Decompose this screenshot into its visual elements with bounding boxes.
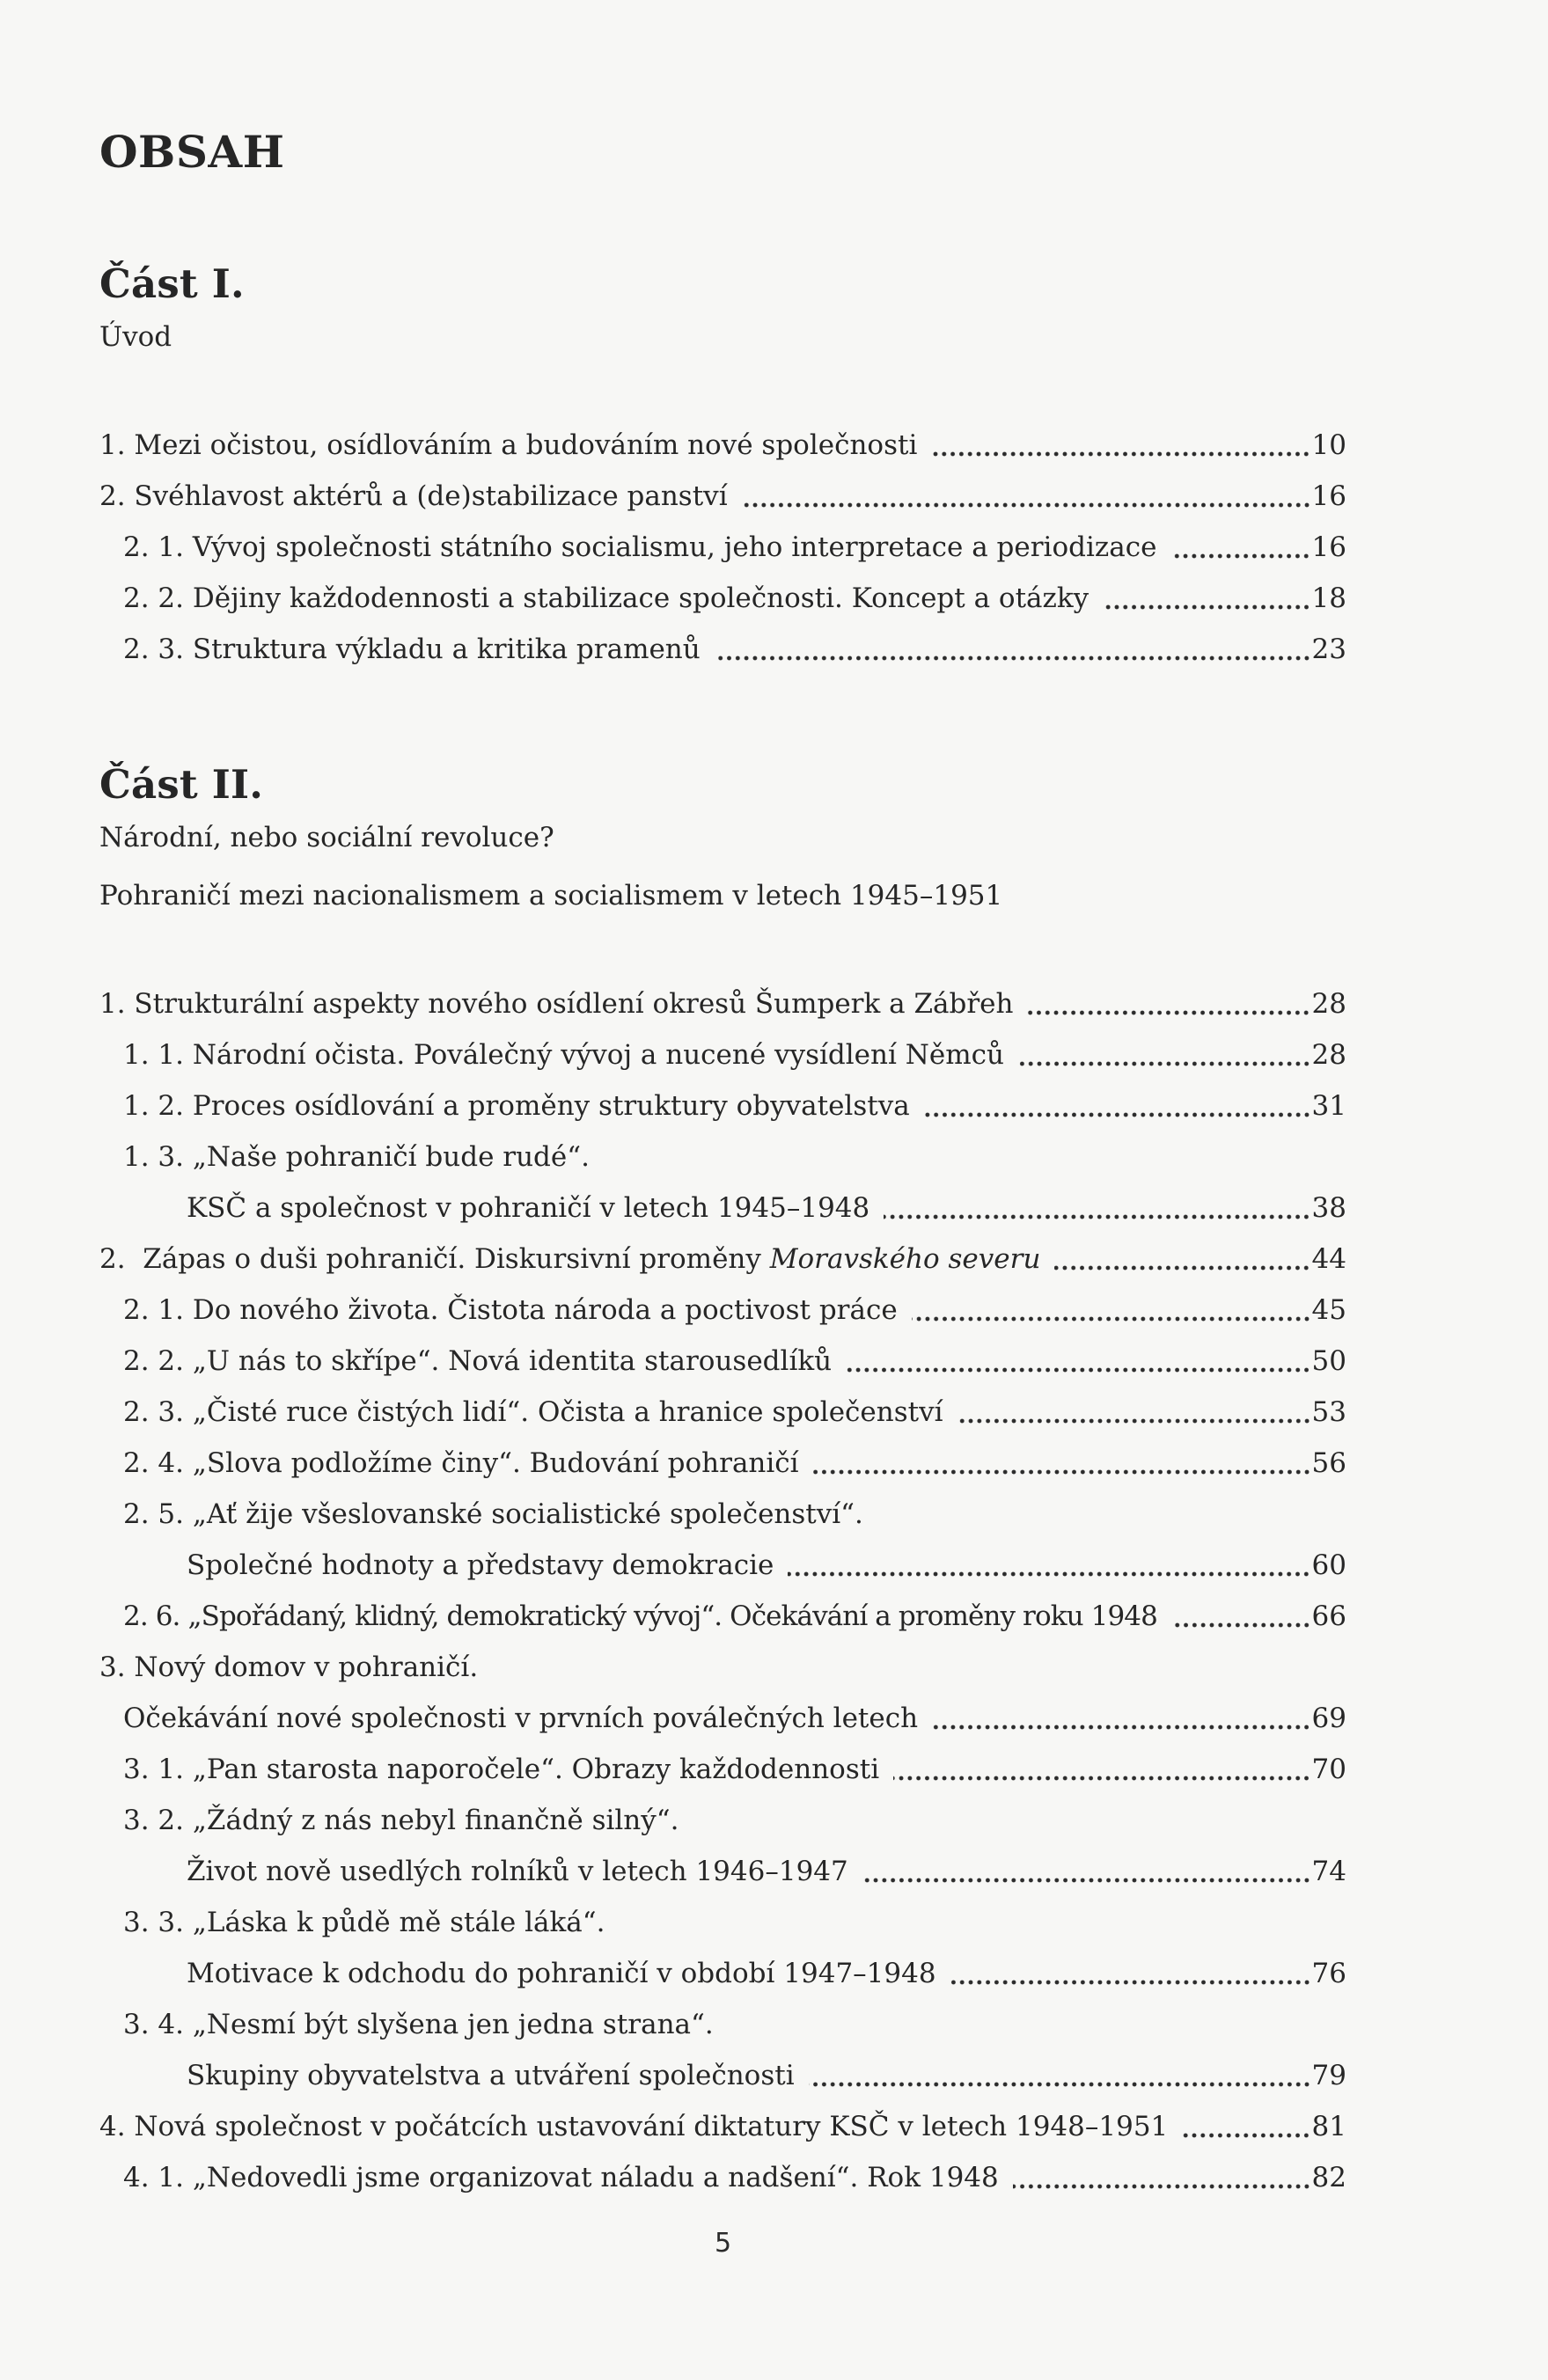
dot-leader [924, 1112, 1311, 1117]
toc-entry [99, 2101, 1346, 2152]
dot-leader [912, 1316, 1311, 1322]
toc-entry-page-number: 82 [1311, 2162, 1346, 2193]
toc-entry [99, 1693, 1346, 1744]
toc-entry [99, 1489, 1346, 1540]
toc-entry [99, 522, 1346, 573]
toc-entry [99, 1029, 1346, 1080]
toc-entry [99, 1336, 1346, 1387]
toc-entry [99, 2050, 1346, 2101]
toc-entry-text: 2. 4. „Slova podložíme činy“. Budování pohraničí [123, 1447, 799, 1479]
dot-leader [1027, 1010, 1310, 1015]
toc-entry-text: 1. Strukturální aspekty nového osídlení okresů Šumperk a Zábřeh [99, 988, 1014, 1020]
toc-entry [99, 1438, 1346, 1489]
toc-entry [99, 1387, 1346, 1438]
toc-entry-page-number: 28 [1311, 988, 1346, 1020]
section-subheading: Pohraničí mezi nacionalismem a socialismem v letech 1945–1951 [99, 880, 1003, 912]
toc-entry [99, 1183, 1346, 1234]
dot-leader [1182, 2133, 1310, 2138]
toc-entry [99, 624, 1346, 675]
dot-leader [1054, 1265, 1310, 1271]
toc-entry-page-number: 44 [1311, 1243, 1346, 1275]
toc-entry [99, 1897, 1346, 1948]
dot-leader [884, 1214, 1310, 1219]
toc-entry-page-number: 31 [1311, 1090, 1346, 1122]
toc-content [99, 0, 1346, 2203]
toc-entry-text: 2. 1. Do nového života. Čistota národa a poctivost práce [123, 1294, 898, 1326]
toc-entry [99, 1948, 1346, 1999]
dot-leader [813, 1469, 1311, 1475]
toc-entry-text: 2. 3. Struktura výkladu a kritika pramenů [123, 633, 701, 665]
dot-leader [742, 502, 1311, 508]
dot-leader [809, 2082, 1311, 2087]
toc-entry-text-italic: Moravského severu [769, 1243, 1041, 1275]
toc-entry-text: 4. 1. „Nedovedli jsme organizovat náladu a nadšení“. Rok 1948 [123, 2162, 999, 2193]
toc-entry-text: 1. Mezi očistou, osídlováním a budováním nové společnosti [99, 429, 918, 461]
toc-entry-text: KSČ a společnost v pohraničí v letech 1945–1948 [187, 1192, 870, 1224]
toc-entry-text: 2. 1. Vývoj společnosti státního socialismu, jeho interpretace a periodizace [123, 531, 1157, 563]
dot-leader [1171, 1622, 1311, 1628]
toc-entry-text: 2. 2. Dějiny každodennosti a stabilizace společnosti. Koncept a otázky [123, 582, 1089, 614]
dot-leader [1103, 604, 1310, 610]
toc-entry-text: 3. 4. „Nesmí být slyšena jen jedna strana“. [123, 2009, 714, 2040]
toc-entry-text: 2. Svéhlavost aktérů a (de)stabilizace panství [99, 480, 728, 512]
toc-entry [99, 471, 1346, 522]
section-heading: Část II. [99, 761, 264, 808]
toc-entry-page-number: 18 [1311, 582, 1346, 614]
page-title: OBSAH [99, 126, 285, 178]
toc-entry-text: Motivace k odchodu do pohraničí v období 1947–1948 [187, 1958, 936, 1989]
toc-section-1 [99, 260, 1346, 675]
toc-entry-page-number: 16 [1311, 480, 1346, 512]
dot-leader [957, 1418, 1311, 1424]
toc-entry-text: 2. Zápas o duši pohraničí. Diskursivní proměny Moravského severu [99, 1243, 1041, 1275]
dot-leader [950, 1980, 1311, 1985]
toc-entry-page-number: 69 [1311, 1703, 1346, 1734]
toc-entry-page-number: 38 [1311, 1192, 1346, 1224]
section-subheading: Úvod [99, 321, 172, 353]
toc-entry [99, 1131, 1346, 1183]
dot-leader [931, 451, 1310, 457]
toc-entry [99, 1846, 1346, 1897]
toc-entry-page-number: 56 [1311, 1447, 1346, 1479]
dot-leader [1170, 553, 1310, 559]
dot-leader [788, 1571, 1310, 1577]
toc-entry-list [99, 420, 1346, 675]
toc-entry-page-number: 45 [1311, 1294, 1346, 1326]
toc-sections [99, 260, 1346, 2203]
toc-entry-text: 2. 2. „U nás to skřípe“. Nová identita starousedlíků [123, 1345, 833, 1377]
toc-entry-text: 3. Nový domov v pohraničí. [99, 1651, 479, 1683]
toc-entry-page-number: 23 [1311, 633, 1346, 665]
toc-entry-text: 4. Nová společnost v počátcích ustavování diktatury KSČ v letech 1948–1951 [99, 2111, 1169, 2142]
toc-entry [99, 1642, 1346, 1693]
toc-entry-page-number: 60 [1311, 1549, 1346, 1581]
toc-entry [99, 420, 1346, 471]
dot-leader [893, 1776, 1310, 1781]
toc-entry [99, 1540, 1346, 1591]
dot-leader [932, 1725, 1311, 1730]
toc-entry-text: Společné hodnoty a představy demokracie [187, 1549, 774, 1581]
toc-entry-page-number: 79 [1311, 2060, 1346, 2091]
toc-entry-page-number: 16 [1311, 531, 1346, 563]
dot-leader [846, 1367, 1310, 1373]
footer-page-number: 5 [714, 2228, 732, 2259]
toc-entry-page-number: 66 [1311, 1600, 1346, 1632]
toc-entry [99, 1234, 1346, 1285]
toc-entry [99, 2152, 1346, 2203]
toc-entry-text: 1. 1. Národní očista. Poválečný vývoj a nucené vysídlení Němců [123, 1039, 1004, 1071]
toc-entry-page-number: 50 [1311, 1345, 1346, 1377]
toc-entry-text: 1. 2. Proces osídlování a proměny struktury obyvatelstva [123, 1090, 910, 1122]
dot-leader [862, 1878, 1311, 1883]
toc-entry-text: 3. 2. „Žádný z nás nebyl finančně silný“. [123, 1805, 679, 1836]
toc-entry-page-number: 28 [1311, 1039, 1346, 1071]
toc-entry-text: 2. 5. „Ať žije všeslovanské socialistické společenství“. [123, 1498, 863, 1530]
toc-entry-page-number: 10 [1311, 429, 1346, 461]
toc-entry-text: Život nově usedlých rolníků v letech 1946–1947 [187, 1856, 848, 1887]
toc-entry-page-number: 53 [1311, 1396, 1346, 1428]
toc-entry-page-number: 74 [1311, 1856, 1346, 1887]
toc-entry-text: 2. 3. „Čisté ruce čistých lidí“. Očista a hranice společenství [123, 1396, 943, 1428]
toc-entry-text: 3. 1. „Pan starosta naporočele“. Obrazy každodennosti [123, 1754, 880, 1785]
toc-entry-text: Skupiny obyvatelstva a utváření společnosti [187, 2060, 795, 2091]
section-subheading: Národní, nebo sociální revoluce? [99, 822, 554, 853]
toc-entry [99, 573, 1346, 624]
toc-section-2 [99, 761, 1346, 2203]
toc-entry-text: 1. 3. „Naše pohraničí bude rudé“. [123, 1141, 590, 1173]
toc-entry [99, 1591, 1346, 1642]
dot-leader [1018, 1061, 1311, 1066]
toc-entry [99, 1285, 1346, 1336]
dot-leader [715, 655, 1311, 661]
toc-entry-text: 3. 3. „Láska k půdě mě stále láká“. [123, 1907, 605, 1938]
toc-entry-text: Očekávání nové společnosti v prvních poválečných letech [123, 1703, 919, 1734]
toc-entry [99, 1080, 1346, 1131]
section-heading: Část I. [99, 260, 245, 307]
dot-leader [1013, 2184, 1311, 2189]
toc-entry-page-number: 76 [1311, 1958, 1346, 1989]
toc-entry-page-number: 81 [1311, 2111, 1346, 2142]
toc-entry [99, 1999, 1346, 2050]
toc-entry-list [99, 978, 1346, 2203]
toc-entry-text: 2. 6. „Spořádaný, klidný, demokratický vývoj“. Očekávání a proměny roku 1948 [123, 1600, 1157, 1632]
toc-entry-page-number: 70 [1311, 1754, 1346, 1785]
toc-entry [99, 1795, 1346, 1846]
toc-entry [99, 1744, 1346, 1795]
toc-entry [99, 978, 1346, 1029]
